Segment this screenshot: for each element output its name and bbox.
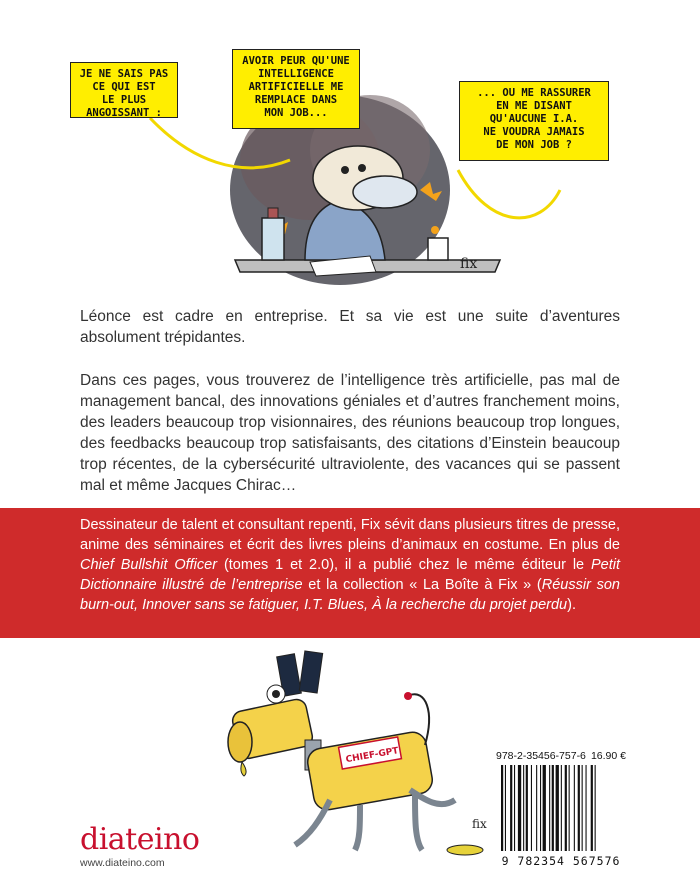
svg-text:fix: fix xyxy=(460,256,478,272)
author-bio-text: Dessinateur de talent et consultant repenti, Fix sévit dans plusieurs titres de presse, anime des séminaires et écrit des livres pleins d’animaux en costume. En plus de Chief Bullshit Officer (tomes 1 et 2.0), il a publié chez le même éditeur le Petit Dictionnaire illustré de l’entreprise et la collection « La Boîte à Fix » (Réussir son burn-out, Innover sans se fatiguer, I.T. Blues, À la recherche du projet perdu). xyxy=(80,517,620,613)
barcode-bar xyxy=(578,765,580,851)
caption-box-2: AVOIR PEUR QU'UNE INTELLIGENCE ARTIFICIELLE ME REMPLACE DANS MON JOB... xyxy=(232,49,360,129)
barcode-bar xyxy=(549,765,550,851)
barcode-bar xyxy=(586,765,587,851)
barcode-bar xyxy=(561,765,562,851)
svg-text:fix: fix xyxy=(472,817,487,831)
barcode-bar xyxy=(518,765,521,851)
barcode-bar xyxy=(591,765,593,851)
barcode-bar xyxy=(595,765,596,851)
barcode-bar xyxy=(526,765,528,851)
caption-box-1: JE NE SAIS PAS CE QUI EST LE PLUS ANGOISSANT : xyxy=(70,62,178,118)
publisher-url[interactable]: www.diateino.com xyxy=(80,857,165,869)
barcode-bar xyxy=(565,765,567,851)
barcode-bar xyxy=(556,765,559,851)
barcode-bar xyxy=(569,765,570,851)
robot-dog-illustration xyxy=(210,650,500,865)
barcode xyxy=(497,765,625,853)
barcode-bar xyxy=(523,765,524,851)
barcode-bar xyxy=(543,765,546,851)
publisher-logo: diateino xyxy=(80,822,200,857)
svg-text:CHIEF-GPT: CHIEF-GPT xyxy=(345,746,400,766)
barcode-bar xyxy=(582,765,583,851)
barcode-digits: 9 782354 567576 xyxy=(501,854,621,868)
caption-box-3: ... OU ME RASSURER EN ME DISANT QU'AUCUNE I.A. NE VOUDRA JAMAIS DE MON JOB ? xyxy=(459,81,609,161)
blurb-paragraph-2: Dans ces pages, vous trouverez de l’intelligence très artificielle, pas mal de management bancal, des innovations géniales et d’autres franchement moins, des leaders beaucoup trop visionnaires, des réunions beaucoup trop longues, des feedbacks beaucoup trop satisfaisants, des citations d’Einstein beaucoup trop récentes, de la cybersécurité ultraviolente, des vacances qui se passent mal et même Jacques Chirac… xyxy=(80,372,620,494)
price: 16.90 € xyxy=(590,750,626,762)
barcode-bar xyxy=(505,765,506,851)
isbn-price-line xyxy=(496,750,626,762)
barcode-bar xyxy=(510,765,512,851)
barcode-bar xyxy=(540,765,541,851)
barcode-bar xyxy=(514,765,515,851)
barcode-bar xyxy=(574,765,575,851)
barcode-bar xyxy=(536,765,537,851)
barcode-bar xyxy=(501,765,503,851)
isbn-number: 978-2-35456-757-6 xyxy=(496,750,586,762)
barcode-bar xyxy=(531,765,532,851)
barcode-bar xyxy=(552,765,554,851)
blurb-paragraph-1: Léonce est cadre en entreprise. Et sa vie est une suite d’aventures absolument trépidantes. xyxy=(80,308,620,346)
